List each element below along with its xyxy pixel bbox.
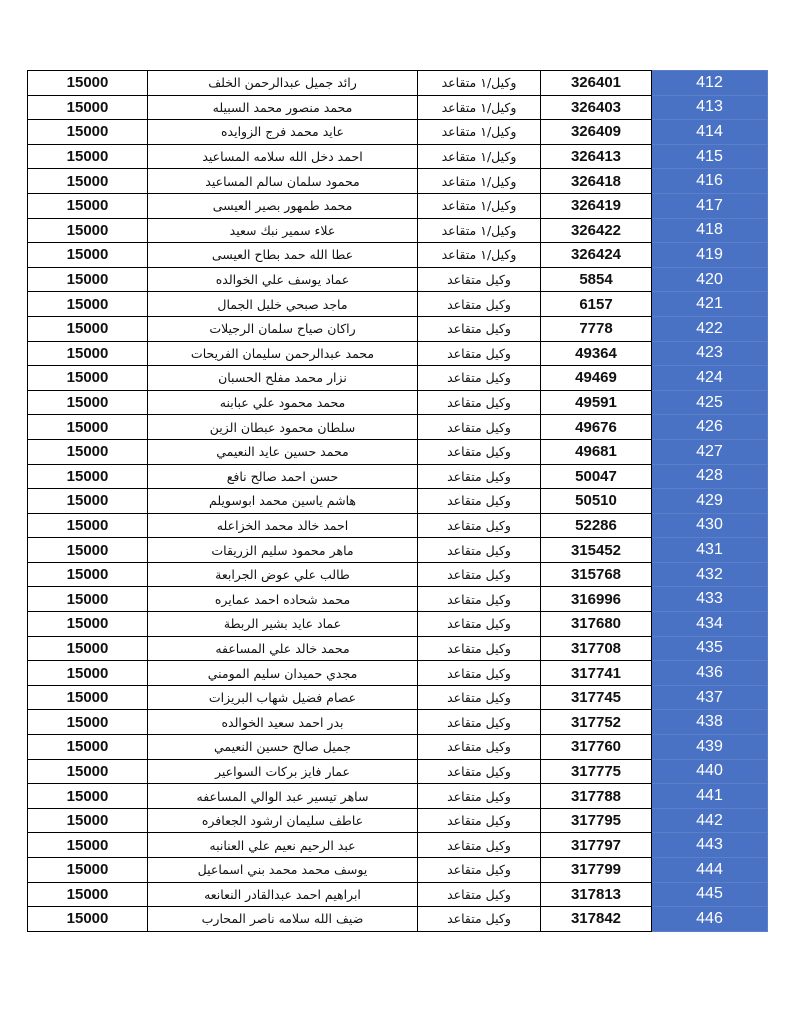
military-number-cell: 326409 (541, 120, 652, 145)
name-cell: احمد دخل الله سلامه المساعيد (148, 144, 418, 169)
table-row (28, 267, 768, 292)
amount-cell: 15000 (28, 907, 148, 932)
sequence-number-cell: 423 (652, 341, 768, 366)
amount-cell: 15000 (28, 71, 148, 96)
table-row (28, 193, 768, 218)
amount-cell: 15000 (28, 538, 148, 563)
table-row (28, 390, 768, 415)
rank-cell: وكيل متقاعد (418, 587, 541, 612)
military-number-cell: 326424 (541, 243, 652, 268)
table-row (28, 169, 768, 194)
amount-cell: 15000 (28, 661, 148, 686)
table-row (28, 464, 768, 489)
military-number-cell: 5854 (541, 267, 652, 292)
table-row (28, 808, 768, 833)
table-row (28, 636, 768, 661)
rank-cell: وكيل متقاعد (418, 513, 541, 538)
sequence-number-cell: 446 (652, 907, 768, 932)
rank-cell: وكيل/١ متقاعد (418, 120, 541, 145)
military-number-cell: 317799 (541, 858, 652, 883)
amount-cell: 15000 (28, 366, 148, 391)
military-number-cell: 52286 (541, 513, 652, 538)
sequence-number-cell: 424 (652, 366, 768, 391)
name-cell: طالب علي عوض الجرابعة (148, 562, 418, 587)
rank-cell: وكيل متقاعد (418, 661, 541, 686)
amount-cell: 15000 (28, 193, 148, 218)
name-cell: عبد الرحيم نعيم علي العنانبه (148, 833, 418, 858)
amount-cell: 15000 (28, 218, 148, 243)
amount-cell: 15000 (28, 390, 148, 415)
amount-cell: 15000 (28, 636, 148, 661)
amount-cell: 15000 (28, 144, 148, 169)
sequence-number-cell: 419 (652, 243, 768, 268)
amount-cell: 15000 (28, 341, 148, 366)
name-cell: عاطف سليمان ارشود الجعافره (148, 808, 418, 833)
rank-cell: وكيل متقاعد (418, 759, 541, 784)
amount-cell: 15000 (28, 735, 148, 760)
rank-cell: وكيل متقاعد (418, 636, 541, 661)
sequence-number-cell: 436 (652, 661, 768, 686)
rank-cell: وكيل متقاعد (418, 858, 541, 883)
table-row (28, 95, 768, 120)
name-cell: عطا الله حمد بطاح العيسى (148, 243, 418, 268)
table-body (28, 71, 768, 932)
sequence-number-cell: 433 (652, 587, 768, 612)
military-number-cell: 49364 (541, 341, 652, 366)
sequence-number-cell: 426 (652, 415, 768, 440)
sequence-number-cell: 416 (652, 169, 768, 194)
amount-cell: 15000 (28, 267, 148, 292)
military-number-cell: 326418 (541, 169, 652, 194)
military-number-cell: 49469 (541, 366, 652, 391)
military-number-cell: 326413 (541, 144, 652, 169)
table-row (28, 144, 768, 169)
amount-cell: 15000 (28, 95, 148, 120)
name-cell: محمد خالد علي المساعفه (148, 636, 418, 661)
military-number-cell: 317752 (541, 710, 652, 735)
name-cell: راكان صياح سلمان الرجيلات (148, 316, 418, 341)
sequence-number-cell: 417 (652, 193, 768, 218)
name-cell: عمار فايز بركات السواعير (148, 759, 418, 784)
name-cell: ساهر تيسير عبد الوالي المساعفه (148, 784, 418, 809)
name-cell: هاشم ياسين محمد ابوسويلم (148, 489, 418, 514)
rank-cell: وكيل متقاعد (418, 612, 541, 637)
rank-cell: وكيل متقاعد (418, 267, 541, 292)
military-number-cell: 315768 (541, 562, 652, 587)
amount-cell: 15000 (28, 808, 148, 833)
military-number-cell: 49676 (541, 415, 652, 440)
name-cell: ضيف الله سلامه ناصر المحارب (148, 907, 418, 932)
military-number-cell: 50510 (541, 489, 652, 514)
name-cell: محمد منصور محمد السبيله (148, 95, 418, 120)
rank-cell: وكيل متقاعد (418, 316, 541, 341)
name-cell: نزار محمد مفلح الحسبان (148, 366, 418, 391)
rank-cell: وكيل/١ متقاعد (418, 218, 541, 243)
amount-cell: 15000 (28, 415, 148, 440)
rank-cell: وكيل/١ متقاعد (418, 144, 541, 169)
table-row (28, 341, 768, 366)
rank-cell: وكيل متقاعد (418, 735, 541, 760)
sequence-number-cell: 428 (652, 464, 768, 489)
table-row (28, 735, 768, 760)
rank-cell: وكيل متقاعد (418, 833, 541, 858)
sequence-number-cell: 415 (652, 144, 768, 169)
military-number-cell: 49681 (541, 439, 652, 464)
name-cell: محمد طمهور بصير العيسى (148, 193, 418, 218)
amount-cell: 15000 (28, 882, 148, 907)
military-number-cell: 317680 (541, 612, 652, 637)
name-cell: ابراهيم احمد عبدالقادر النعانعه (148, 882, 418, 907)
table-row (28, 218, 768, 243)
table-row (28, 439, 768, 464)
name-cell: عايد محمد فرج الزوايده (148, 120, 418, 145)
table-row (28, 415, 768, 440)
name-cell: احمد خالد محمد الخزاعله (148, 513, 418, 538)
rank-cell: وكيل متقاعد (418, 685, 541, 710)
amount-cell: 15000 (28, 759, 148, 784)
name-cell: محمود سلمان سالم المساعيد (148, 169, 418, 194)
table-row (28, 587, 768, 612)
name-cell: ماجد صبحي خليل الجمال (148, 292, 418, 317)
sequence-number-cell: 414 (652, 120, 768, 145)
sequence-number-cell: 443 (652, 833, 768, 858)
rank-cell: وكيل متقاعد (418, 808, 541, 833)
name-cell: رائد جميل عبدالرحمن الخلف (148, 71, 418, 96)
name-cell: ماهر محمود سليم الزريقات (148, 538, 418, 563)
rank-cell: وكيل متقاعد (418, 366, 541, 391)
military-number-cell: 7778 (541, 316, 652, 341)
table-row (28, 759, 768, 784)
military-number-cell: 326403 (541, 95, 652, 120)
amount-cell: 15000 (28, 120, 148, 145)
amount-cell: 15000 (28, 292, 148, 317)
military-number-cell: 317745 (541, 685, 652, 710)
table-row (28, 882, 768, 907)
name-cell: مجدي حميدان سليم المومني (148, 661, 418, 686)
amount-cell: 15000 (28, 562, 148, 587)
sequence-number-cell: 440 (652, 759, 768, 784)
table-row (28, 513, 768, 538)
sequence-number-cell: 435 (652, 636, 768, 661)
name-cell: عماد عايد بشير الربطة (148, 612, 418, 637)
rank-cell: وكيل/١ متقاعد (418, 193, 541, 218)
amount-cell: 15000 (28, 685, 148, 710)
table-row (28, 489, 768, 514)
rank-cell: وكيل متقاعد (418, 907, 541, 932)
sequence-number-cell: 432 (652, 562, 768, 587)
table-row (28, 243, 768, 268)
military-number-cell: 326419 (541, 193, 652, 218)
sequence-number-cell: 412 (652, 71, 768, 96)
military-number-cell: 317741 (541, 661, 652, 686)
personnel-table (27, 70, 768, 932)
rank-cell: وكيل متقاعد (418, 784, 541, 809)
name-cell: محمد شحاده احمد عمايره (148, 587, 418, 612)
rank-cell: وكيل/١ متقاعد (418, 243, 541, 268)
amount-cell: 15000 (28, 612, 148, 637)
rank-cell: وكيل متقاعد (418, 415, 541, 440)
table-row (28, 538, 768, 563)
rank-cell: وكيل متقاعد (418, 439, 541, 464)
sequence-number-cell: 421 (652, 292, 768, 317)
military-number-cell: 317760 (541, 735, 652, 760)
rank-cell: وكيل متقاعد (418, 710, 541, 735)
table-row (28, 120, 768, 145)
table-row (28, 858, 768, 883)
amount-cell: 15000 (28, 169, 148, 194)
sequence-number-cell: 413 (652, 95, 768, 120)
military-number-cell: 317708 (541, 636, 652, 661)
amount-cell: 15000 (28, 489, 148, 514)
amount-cell: 15000 (28, 513, 148, 538)
table-row (28, 685, 768, 710)
sequence-number-cell: 427 (652, 439, 768, 464)
name-cell: بدر احمد سعيد الخوالده (148, 710, 418, 735)
military-number-cell: 317775 (541, 759, 652, 784)
military-number-cell: 49591 (541, 390, 652, 415)
military-number-cell: 326401 (541, 71, 652, 96)
military-number-cell: 6157 (541, 292, 652, 317)
sequence-number-cell: 439 (652, 735, 768, 760)
sequence-number-cell: 445 (652, 882, 768, 907)
sequence-number-cell: 442 (652, 808, 768, 833)
amount-cell: 15000 (28, 710, 148, 735)
military-number-cell: 317797 (541, 833, 652, 858)
amount-cell: 15000 (28, 464, 148, 489)
rank-cell: وكيل متقاعد (418, 292, 541, 317)
name-cell: يوسف محمد محمد بني اسماعيل (148, 858, 418, 883)
table-row (28, 784, 768, 809)
sequence-number-cell: 437 (652, 685, 768, 710)
amount-cell: 15000 (28, 316, 148, 341)
military-number-cell: 317842 (541, 907, 652, 932)
military-number-cell: 326422 (541, 218, 652, 243)
amount-cell: 15000 (28, 833, 148, 858)
sequence-number-cell: 418 (652, 218, 768, 243)
military-number-cell: 316996 (541, 587, 652, 612)
amount-cell: 15000 (28, 439, 148, 464)
rank-cell: وكيل متقاعد (418, 390, 541, 415)
sequence-number-cell: 431 (652, 538, 768, 563)
rank-cell: وكيل/١ متقاعد (418, 71, 541, 96)
rank-cell: وكيل متقاعد (418, 489, 541, 514)
military-number-cell: 317788 (541, 784, 652, 809)
rank-cell: وكيل متقاعد (418, 562, 541, 587)
rank-cell: وكيل متقاعد (418, 538, 541, 563)
military-number-cell: 317813 (541, 882, 652, 907)
table-row (28, 833, 768, 858)
amount-cell: 15000 (28, 784, 148, 809)
name-cell: علاء سمير نبك سعيد (148, 218, 418, 243)
name-cell: محمد محمود علي عبابنه (148, 390, 418, 415)
sequence-number-cell: 422 (652, 316, 768, 341)
name-cell: عماد يوسف علي الخوالده (148, 267, 418, 292)
amount-cell: 15000 (28, 858, 148, 883)
name-cell: جميل صالح حسين النعيمي (148, 735, 418, 760)
table-row (28, 710, 768, 735)
military-number-cell: 50047 (541, 464, 652, 489)
rank-cell: وكيل/١ متقاعد (418, 95, 541, 120)
name-cell: سلطان محمود عبطان الزين (148, 415, 418, 440)
amount-cell: 15000 (28, 243, 148, 268)
rank-cell: وكيل متقاعد (418, 341, 541, 366)
name-cell: عصام فضيل شهاب البريزات (148, 685, 418, 710)
sequence-number-cell: 430 (652, 513, 768, 538)
sequence-number-cell: 425 (652, 390, 768, 415)
sequence-number-cell: 420 (652, 267, 768, 292)
rank-cell: وكيل متقاعد (418, 464, 541, 489)
name-cell: حسن احمد صالح نافع (148, 464, 418, 489)
rank-cell: وكيل/١ متقاعد (418, 169, 541, 194)
table-row (28, 661, 768, 686)
amount-cell: 15000 (28, 587, 148, 612)
sequence-number-cell: 429 (652, 489, 768, 514)
sequence-number-cell: 438 (652, 710, 768, 735)
sequence-number-cell: 434 (652, 612, 768, 637)
name-cell: محمد حسين عايد النعيمي (148, 439, 418, 464)
military-number-cell: 317795 (541, 808, 652, 833)
table-row (28, 907, 768, 932)
table-row (28, 292, 768, 317)
sequence-number-cell: 441 (652, 784, 768, 809)
table-row (28, 316, 768, 341)
sequence-number-cell: 444 (652, 858, 768, 883)
table-row (28, 366, 768, 391)
table-row (28, 562, 768, 587)
rank-cell: وكيل متقاعد (418, 882, 541, 907)
military-number-cell: 315452 (541, 538, 652, 563)
table-row (28, 612, 768, 637)
name-cell: محمد عبدالرحمن سليمان الفريحات (148, 341, 418, 366)
table-row (28, 71, 768, 96)
